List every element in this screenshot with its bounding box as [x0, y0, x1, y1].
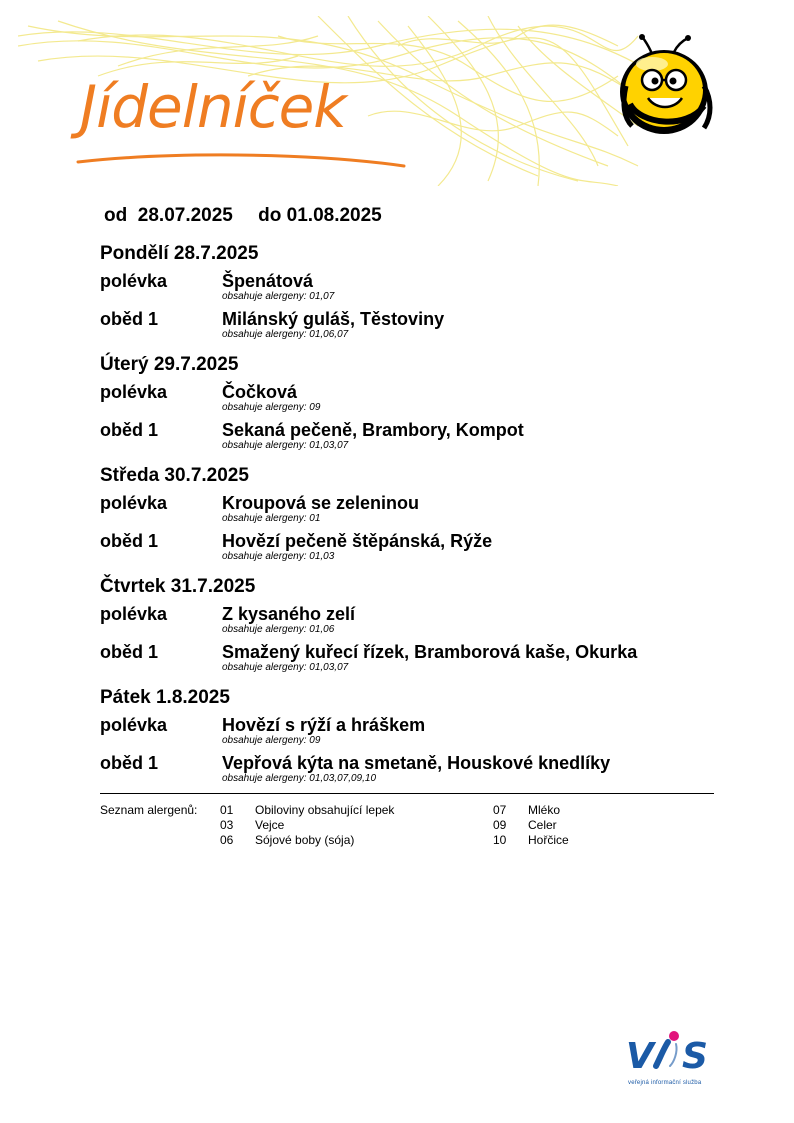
- dish-allergens: obsahuje alergeny: 09: [222, 402, 321, 413]
- allergen-code: 07: [493, 803, 507, 817]
- dish-name: Sekaná pečeně, Brambory, Kompot: [222, 420, 524, 440]
- allergen-code: 03: [220, 818, 234, 832]
- dish-allergens: obsahuje alergeny: 01,06: [222, 624, 335, 635]
- day-title: Středa 30.7.2025: [100, 465, 249, 486]
- dish-allergens: obsahuje alergeny: 01: [222, 513, 321, 524]
- dish-allergens: obsahuje alergeny: 01,07: [222, 291, 335, 302]
- dish-name: Vepřová kýta na smetaně, Houskové knedlíky: [222, 753, 611, 773]
- course-row: [100, 527, 700, 565]
- day-thursday: [100, 574, 700, 676]
- dish-name: Smažený kuřecí řízek, Bramborová kaše, Okurka: [222, 642, 638, 662]
- day-title: Pátek 1.8.2025: [100, 687, 230, 708]
- allergen-name: Sójové boby (sója): [255, 833, 355, 847]
- course-label: oběd 1: [100, 753, 159, 773]
- course-row: [100, 638, 700, 676]
- course-row: [100, 749, 700, 787]
- bee-mascot-icon: [612, 34, 720, 140]
- day-friday: [100, 685, 700, 787]
- dish-name: Kroupová se zeleninou: [222, 493, 420, 513]
- course-label: polévka: [100, 493, 168, 513]
- allergen-name: Obiloviny obsahující lepek: [255, 803, 395, 817]
- allergen-name: Celer: [528, 818, 557, 832]
- course-label: oběd 1: [100, 531, 159, 551]
- dish-name: Milánský guláš, Těstoviny: [222, 309, 445, 329]
- date-to: 01.08.2025: [286, 205, 382, 226]
- vis-logo-caption: veřejná informační služba: [628, 1080, 702, 1086]
- vis-logo-letter-s: S: [682, 1036, 708, 1076]
- dish-name: Čočková: [222, 382, 298, 402]
- allergen-name: Mléko: [528, 803, 561, 817]
- dish-name: Hovězí s rýží a hráškem: [222, 715, 426, 735]
- course-label: polévka: [100, 271, 168, 291]
- allergen-code: 06: [220, 833, 234, 847]
- course-label: oběd 1: [100, 309, 159, 329]
- day-title: Úterý 29.7.2025: [100, 354, 239, 375]
- course-row: [100, 267, 700, 305]
- dish-allergens: obsahuje alergeny: 01,03,07: [222, 662, 349, 673]
- day-tuesday: [100, 352, 700, 454]
- day-title: Čtvrtek 31.7.2025: [100, 576, 256, 597]
- allergen-code: 01: [220, 803, 234, 817]
- dish-allergens: obsahuje alergeny: 01,03,07,09,10: [222, 773, 377, 784]
- course-label: polévka: [100, 382, 168, 402]
- course-row: [100, 711, 700, 749]
- allergen-code: 10: [493, 833, 507, 847]
- title-underline-decoration: [76, 150, 406, 172]
- divider: [100, 793, 714, 794]
- page-title: [80, 73, 346, 141]
- course-row: [100, 416, 700, 454]
- allergen-code: 09: [493, 818, 507, 832]
- vis-logo-mark: [626, 1028, 716, 1076]
- course-label: polévka: [100, 715, 168, 735]
- date-from: 28.07.2025: [137, 205, 233, 226]
- vis-logo-letter-v: V: [626, 1036, 654, 1076]
- allergen-name: Hořčice: [528, 833, 569, 847]
- course-label: polévka: [100, 604, 168, 624]
- day-wednesday: [100, 463, 700, 565]
- page-title-text: Jídelníček: [80, 73, 346, 141]
- day-title: Pondělí 28.7.2025: [100, 243, 259, 264]
- course-label: oběd 1: [100, 642, 159, 662]
- course-label: oběd 1: [100, 420, 159, 440]
- dish-name: Špenátová: [222, 271, 314, 291]
- course-row: [100, 378, 700, 416]
- dish-name: Hovězí pečeně štěpánská, Rýže: [222, 531, 493, 551]
- day-monday: [100, 241, 700, 343]
- vis-logo: [626, 1028, 716, 1092]
- course-row: [100, 600, 700, 638]
- dish-allergens: obsahuje alergeny: 01,06,07: [222, 329, 349, 340]
- dish-allergens: obsahuje alergeny: 01,03,07: [222, 440, 349, 451]
- allergen-name: Vejce: [255, 818, 285, 832]
- dish-allergens: obsahuje alergeny: 09: [222, 735, 321, 746]
- dish-allergens: obsahuje alergeny: 01,03: [222, 551, 335, 562]
- date-to-label: do: [258, 205, 282, 226]
- course-row: [100, 305, 700, 343]
- date-from-label: od: [104, 205, 128, 226]
- allergen-legend-label: Seznam alergenů:: [100, 803, 198, 817]
- weekly-menu: [100, 241, 700, 796]
- course-row: [100, 489, 700, 527]
- date-range: [104, 205, 382, 227]
- dish-name: Z kysaného zelí: [222, 604, 356, 624]
